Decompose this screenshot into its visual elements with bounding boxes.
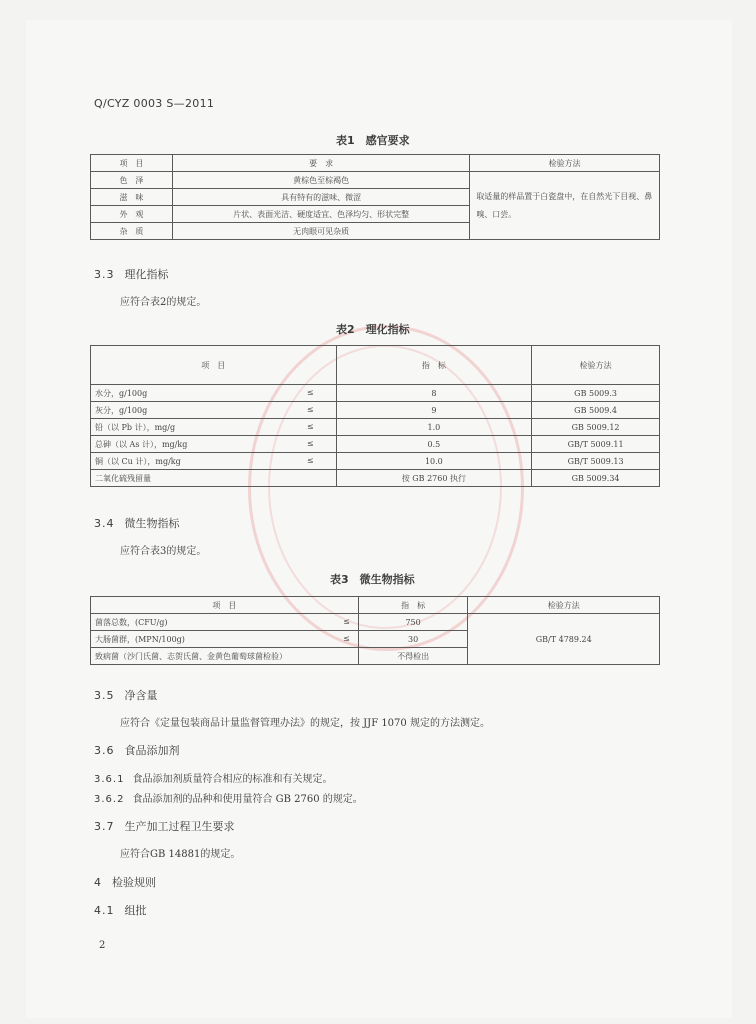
table2-comparator: ≤	[306, 438, 314, 448]
table2-comparator: ≤	[306, 455, 314, 465]
table3-header-method: 检验方法	[468, 597, 660, 614]
standard-code: Q/CYZ 0003 S—2011	[94, 97, 215, 110]
section-title: 生产加工过程卫生要求	[124, 820, 235, 833]
section-number: 3.6	[94, 744, 115, 757]
table3-header-item: 项 目	[91, 597, 359, 614]
section-title: 食品添加剂	[124, 744, 180, 757]
table2-value: 1.0	[336, 419, 532, 436]
section-number: 4	[94, 876, 102, 889]
section-number: 3.3	[94, 268, 115, 281]
table-row	[91, 385, 660, 402]
item-number: 3.6.2	[94, 794, 125, 805]
section-title: 检验规则	[112, 876, 156, 889]
table1-item: 外 观	[91, 206, 173, 223]
section-title: 组批	[124, 904, 147, 917]
section-number: 3.7	[94, 820, 115, 833]
table1-item: 滋 味	[91, 189, 173, 206]
section-3-7-heading	[94, 818, 235, 834]
section-3-5-text: 应符合《定量包装商品计量监督管理办法》的规定，按 JJF 1070 规定的方法测定。	[120, 718, 490, 729]
section-3-3-text: 应符合表2的规定。	[120, 297, 207, 308]
table2-header-value: 指 标	[336, 346, 532, 385]
table3-method: GB/T 4789.24	[468, 614, 660, 665]
table-row	[91, 402, 660, 419]
table2-item: 铅（以 Pb 计），mg/g	[95, 422, 176, 432]
table2-value: 9	[336, 402, 532, 419]
table2-method: GB/T 5009.13	[532, 453, 660, 470]
item-text: 食品添加剂的品种和使用量符合 GB 2760 的规定。	[132, 794, 363, 805]
table3-item: 菌落总数，(CFU/g)	[95, 617, 168, 627]
section-title: 净含量	[124, 689, 158, 702]
table1-requirement: 无肉眼可见杂质	[172, 223, 469, 240]
table3-caption: 表3 微生物指标	[330, 573, 415, 586]
table1-header-item: 项 目	[91, 155, 173, 172]
table3-item: 大肠菌群，(MPN/100g)	[95, 634, 185, 644]
table1-method: 取适量的样品置于白瓷盘中，在自然光下目视、鼻嗅、口尝。	[470, 172, 660, 240]
item-number: 3.6.1	[94, 774, 125, 785]
table-row	[91, 419, 660, 436]
table1-requirement: 片状、表面光洁、硬度适宜、色泽均匀、形状完整	[172, 206, 469, 223]
table2-value: 10.0	[336, 453, 532, 470]
section-title: 理化指标	[124, 268, 169, 281]
section-3-7-text: 应符合GB 14881的规定。	[120, 849, 241, 860]
table3-value: 30	[358, 631, 468, 648]
section-4-heading	[94, 874, 156, 890]
table3-comparator: ≤	[343, 616, 350, 626]
table3-value: 不得检出	[358, 648, 468, 665]
table2-item: 铜（以 Cu 计），mg/kg	[95, 456, 181, 466]
section-3-5-heading	[94, 687, 158, 703]
section-number: 4.1	[94, 904, 115, 917]
table2-item: 二氧化硫残留量	[95, 473, 151, 483]
section-number: 3.4	[94, 517, 115, 530]
table2-item: 水分，g/100g	[95, 388, 148, 398]
table2-method: GB 5009.12	[532, 419, 660, 436]
table1-item: 色 泽	[91, 172, 173, 189]
table3-header-value: 指 标	[358, 597, 468, 614]
table-row	[91, 470, 660, 487]
table3-value: 750	[358, 614, 468, 631]
table2-method: GB 5009.4	[532, 402, 660, 419]
table1-sensory	[90, 154, 660, 240]
table2-item: 总砷（以 As 计），mg/kg	[95, 439, 188, 449]
table1-requirement: 具有特有的滋味、微涩	[172, 189, 469, 206]
section-3-4-heading	[94, 515, 180, 531]
section-title: 微生物指标	[124, 517, 180, 530]
table2-method: GB/T 5009.11	[532, 436, 660, 453]
page-number: 2	[99, 940, 106, 951]
section-3-6-1	[94, 770, 332, 785]
table-row	[91, 614, 660, 631]
table3-comparator: ≤	[343, 633, 350, 643]
section-number: 3.5	[94, 689, 115, 702]
item-text: 食品添加剂质量符合相应的标准和有关规定。	[132, 774, 333, 785]
table2-value: 8	[336, 385, 532, 402]
table2-method: GB 5009.34	[532, 470, 660, 487]
table3-microbial	[90, 596, 660, 665]
table1-header-requirement: 要 求	[172, 155, 469, 172]
table2-caption: 表2 理化指标	[336, 323, 410, 336]
table2-header-item: 项 目	[91, 346, 337, 385]
table-row	[91, 453, 660, 470]
table-row	[91, 172, 660, 189]
table2-header-method: 检验方法	[532, 346, 660, 385]
table-row	[91, 436, 660, 453]
table2-method: GB 5009.3	[532, 385, 660, 402]
table1-requirement: 黄棕色至棕褐色	[172, 172, 469, 189]
table2-item: 灰分，g/100g	[95, 405, 148, 415]
section-3-6-2	[94, 790, 363, 805]
table2-physicochemical	[90, 345, 660, 487]
table2-comparator: ≤	[306, 404, 314, 414]
table1-item: 杂 质	[91, 223, 173, 240]
section-3-4-text: 应符合表3的规定。	[120, 546, 207, 557]
table1-header-method: 检验方法	[470, 155, 660, 172]
table2-value: 按 GB 2760 执行	[336, 470, 532, 487]
section-3-6-heading	[94, 742, 180, 758]
table2-value: 0.5	[336, 436, 532, 453]
section-4-1-heading	[94, 902, 147, 918]
table2-comparator: ≤	[306, 421, 314, 431]
table1-caption: 表1 感官要求	[336, 134, 410, 147]
table3-item: 致病菌（沙门氏菌、志贺氏菌、金黄色葡萄球菌检验）	[95, 651, 287, 661]
section-3-3-heading	[94, 266, 169, 282]
table2-comparator: ≤	[306, 387, 314, 397]
